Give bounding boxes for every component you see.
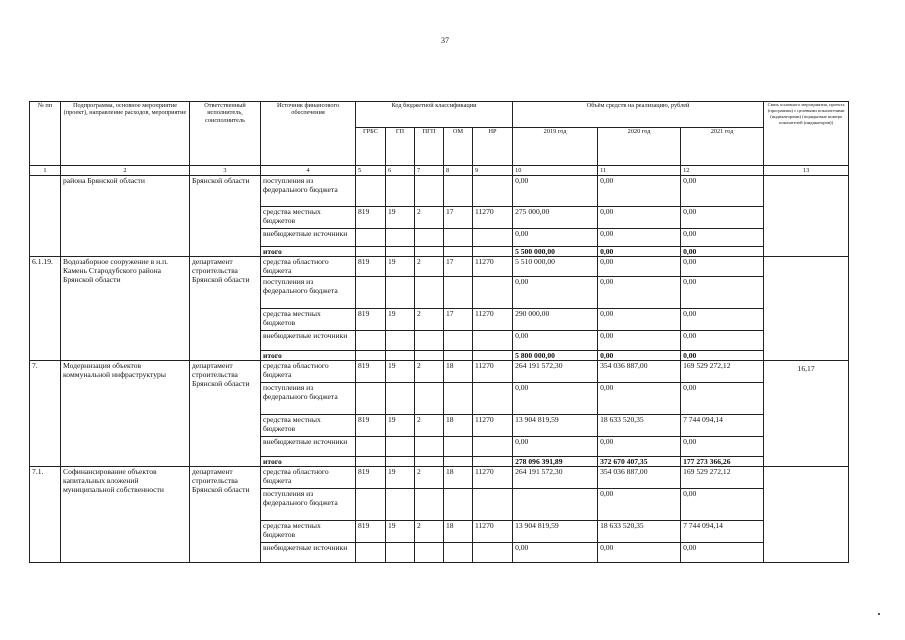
value-2019: 5 510 000,00 (513, 257, 598, 277)
value-2020: 0,00 (598, 176, 681, 207)
code-grbs: 819 (356, 207, 386, 229)
total-2020: 0,00 (598, 351, 681, 361)
header-sources: Источник финансового обеспечения (261, 102, 356, 166)
value-2021: 7 744 094,14 (681, 521, 764, 543)
code-pgp: 2 (415, 257, 444, 277)
source-local: средства местных бюджетов (261, 309, 356, 331)
code-gp: 19 (386, 415, 415, 437)
value-2019: 13 904 819,59 (513, 521, 598, 543)
value-2021: 0,00 (681, 277, 764, 309)
source-total: итого (261, 247, 356, 257)
row-num (30, 176, 61, 257)
code-grbs: 819 (356, 467, 386, 489)
code-nr: 11270 (473, 415, 513, 437)
col-number: 6 (386, 166, 415, 176)
code-nr: 11270 (473, 467, 513, 489)
value-2020: 0,00 (598, 331, 681, 351)
total-2019: 278 096 391,89 (513, 457, 598, 467)
value-2020: 0,00 (598, 383, 681, 415)
total-2020: 0,00 (598, 247, 681, 257)
total-2021: 0,00 (681, 247, 764, 257)
col-number: 3 (190, 166, 261, 176)
total-2019: 5 800 000,00 (513, 351, 598, 361)
code-grbs: 819 (356, 257, 386, 277)
col-number: 8 (444, 166, 473, 176)
header-2021: 2021 год (681, 128, 764, 166)
code-nr: 11270 (473, 257, 513, 277)
value-2021: 0,00 (681, 309, 764, 331)
value-2021: 169 529 272,12 (681, 467, 764, 489)
code-grbs: 819 (356, 309, 386, 331)
code-om: 18 (444, 415, 473, 437)
total-2019: 5 500 000,00 (513, 247, 598, 257)
code-pgp: 2 (415, 207, 444, 229)
code-gp: 19 (386, 309, 415, 331)
col-number: 2 (61, 166, 190, 176)
col-number: 13 (764, 166, 849, 176)
value-2021: 0,00 (681, 207, 764, 229)
row-program: Водозаборное сооружение в н.п. Камень Стародубского района Брянской области (61, 257, 190, 361)
row-executor: департамент строительства Брянской области (190, 361, 261, 467)
value-2019: 264 191 572,30 (513, 361, 598, 383)
source-total: итого (261, 351, 356, 361)
code-gp: 19 (386, 467, 415, 489)
col-number: 7 (415, 166, 444, 176)
code-gp: 19 (386, 361, 415, 383)
col-number: 4 (261, 166, 356, 176)
value-2021: 0,00 (681, 543, 764, 563)
source-extra: внебюджетные источники (261, 331, 356, 351)
row-executor: департамент строительства Брянской области (190, 257, 261, 361)
col-number: 9 (473, 166, 513, 176)
row-program: Софинансирование объектов капитальных вложений муниципальной собственности (61, 467, 190, 563)
row-program: района Брянской области (61, 176, 190, 257)
value-2020: 0,00 (598, 489, 681, 521)
row-num: 6.1.19. (30, 257, 61, 361)
col-number: 11 (598, 166, 681, 176)
value-2019: 0,00 (513, 229, 598, 247)
value-2021: 0,00 (681, 257, 764, 277)
value-2019: 0,00 (513, 331, 598, 351)
value-2019: 0,00 (513, 277, 598, 309)
value-2021: 0,00 (681, 489, 764, 521)
source-federal: поступления из федерального бюджета (261, 489, 356, 521)
value-2020: 0,00 (598, 277, 681, 309)
code-nr: 11270 (473, 361, 513, 383)
value-2020: 0,00 (598, 257, 681, 277)
code-gp: 19 (386, 207, 415, 229)
header-2020: 2020 год (598, 128, 681, 166)
row-link (764, 467, 849, 563)
table-row (30, 176, 849, 207)
value-2021: 0,00 (681, 229, 764, 247)
source-extra: внебюджетные источники (261, 229, 356, 247)
value-2020: 0,00 (598, 437, 681, 457)
code-pgp: 2 (415, 415, 444, 437)
value-2021: 0,00 (681, 331, 764, 351)
code-grbs: 819 (356, 521, 386, 543)
source-local: средства местных бюджетов (261, 521, 356, 543)
code-grbs: 819 (356, 415, 386, 437)
code-om: 17 (444, 257, 473, 277)
table-row (30, 467, 849, 489)
value-2020: 354 036 887,00 (598, 467, 681, 489)
source-federal: поступления из федерального бюджета (261, 383, 356, 415)
table-row (30, 257, 849, 277)
table-row (30, 361, 849, 383)
header-executor: Ответственный исполнитель, соисполнитель (190, 102, 261, 166)
row-link (764, 257, 849, 361)
value-2020: 0,00 (598, 229, 681, 247)
total-2020: 372 670 407,35 (598, 457, 681, 467)
code-nr: 11270 (473, 521, 513, 543)
code-om: 18 (444, 361, 473, 383)
code-om: 18 (444, 467, 473, 489)
header-budget-code: Код бюджетной классификации (356, 102, 513, 128)
value-2020: 0,00 (598, 207, 681, 229)
col-number: 10 (513, 166, 598, 176)
code-pgp: 2 (415, 309, 444, 331)
source-regional: средства областного бюджета (261, 361, 356, 383)
total-2021: 0,00 (681, 351, 764, 361)
source-local: средства местных бюджетов (261, 415, 356, 437)
source-extra: внебюджетные источники (261, 437, 356, 457)
header-volume: Объём средств на реализацию, рублей (513, 102, 764, 128)
row-num: 7. (30, 361, 61, 467)
value-2021: 0,00 (681, 383, 764, 415)
header-om: ОМ (444, 128, 473, 166)
source-local: средства местных бюджетов (261, 207, 356, 229)
total-2021: 177 273 366,26 (681, 457, 764, 467)
code-nr: 11270 (473, 309, 513, 331)
code-pgp: 2 (415, 361, 444, 383)
code-om: 17 (444, 207, 473, 229)
column-number-row (30, 166, 849, 176)
value-2019 (513, 489, 598, 521)
value-2019: 290 000,00 (513, 309, 598, 331)
source-federal: поступления из федерального бюджета (261, 277, 356, 309)
code-pgp: 2 (415, 467, 444, 489)
source-regional: средства областного бюджета (261, 257, 356, 277)
code-om: 17 (444, 309, 473, 331)
col-number: 1 (30, 166, 61, 176)
header-pgp: ПГП (415, 128, 444, 166)
value-2021: 7 744 094,14 (681, 415, 764, 437)
scan-speck (878, 613, 880, 615)
value-2019: 0,00 (513, 543, 598, 563)
row-link: 16,17 (764, 361, 849, 467)
value-2020: 0,00 (598, 309, 681, 331)
code-grbs: 819 (356, 361, 386, 383)
code-gp: 19 (386, 257, 415, 277)
value-2020: 18 633 520,35 (598, 521, 681, 543)
row-executor: Брянской области (190, 176, 261, 257)
code-om: 18 (444, 521, 473, 543)
row-link (764, 176, 849, 257)
row-program: Модернизация объектов коммунальной инфраструктуры (61, 361, 190, 467)
value-2020: 18 633 520,35 (598, 415, 681, 437)
header-link: Связь основного мероприятия, проекта (программы) с целевыми показателями (индикаторами) (порядковые номера показателей (индикаторов)) (764, 102, 849, 166)
source-extra: внебюджетные источники (261, 543, 356, 563)
value-2019: 275 000,00 (513, 207, 598, 229)
header-row (30, 102, 849, 128)
code-nr: 11270 (473, 207, 513, 229)
value-2021: 0,00 (681, 176, 764, 207)
row-executor: департамент строительства Брянской области (190, 467, 261, 563)
value-2020: 0,00 (598, 543, 681, 563)
col-number: 5 (356, 166, 386, 176)
col-number: 12 (681, 166, 764, 176)
header-num: № пп (30, 102, 61, 166)
header-gp: ГП (386, 128, 415, 166)
value-2019: 0,00 (513, 383, 598, 415)
value-2019: 0,00 (513, 176, 598, 207)
page-number: 37 (441, 36, 449, 45)
header-nr: НР (473, 128, 513, 166)
code-pgp: 2 (415, 521, 444, 543)
header-grbs: ГРБС (356, 128, 386, 166)
header-program: Подпрограмма, основное мероприятие (проект), направление расходов, мероприятие (61, 102, 190, 166)
header-2019: 2019 год (513, 128, 598, 166)
source-federal: поступления из федерального бюджета (261, 176, 356, 207)
value-2021: 169 529 272,12 (681, 361, 764, 383)
source-total: итого (261, 457, 356, 467)
value-2019: 13 904 819,59 (513, 415, 598, 437)
value-2021: 0,00 (681, 437, 764, 457)
value-2019: 0,00 (513, 437, 598, 457)
source-regional: средства областного бюджета (261, 467, 356, 489)
value-2020: 354 036 887,00 (598, 361, 681, 383)
budget-table (29, 101, 849, 563)
value-2019: 264 191 572,30 (513, 467, 598, 489)
code-gp: 19 (386, 521, 415, 543)
row-num: 7.1. (30, 467, 61, 563)
